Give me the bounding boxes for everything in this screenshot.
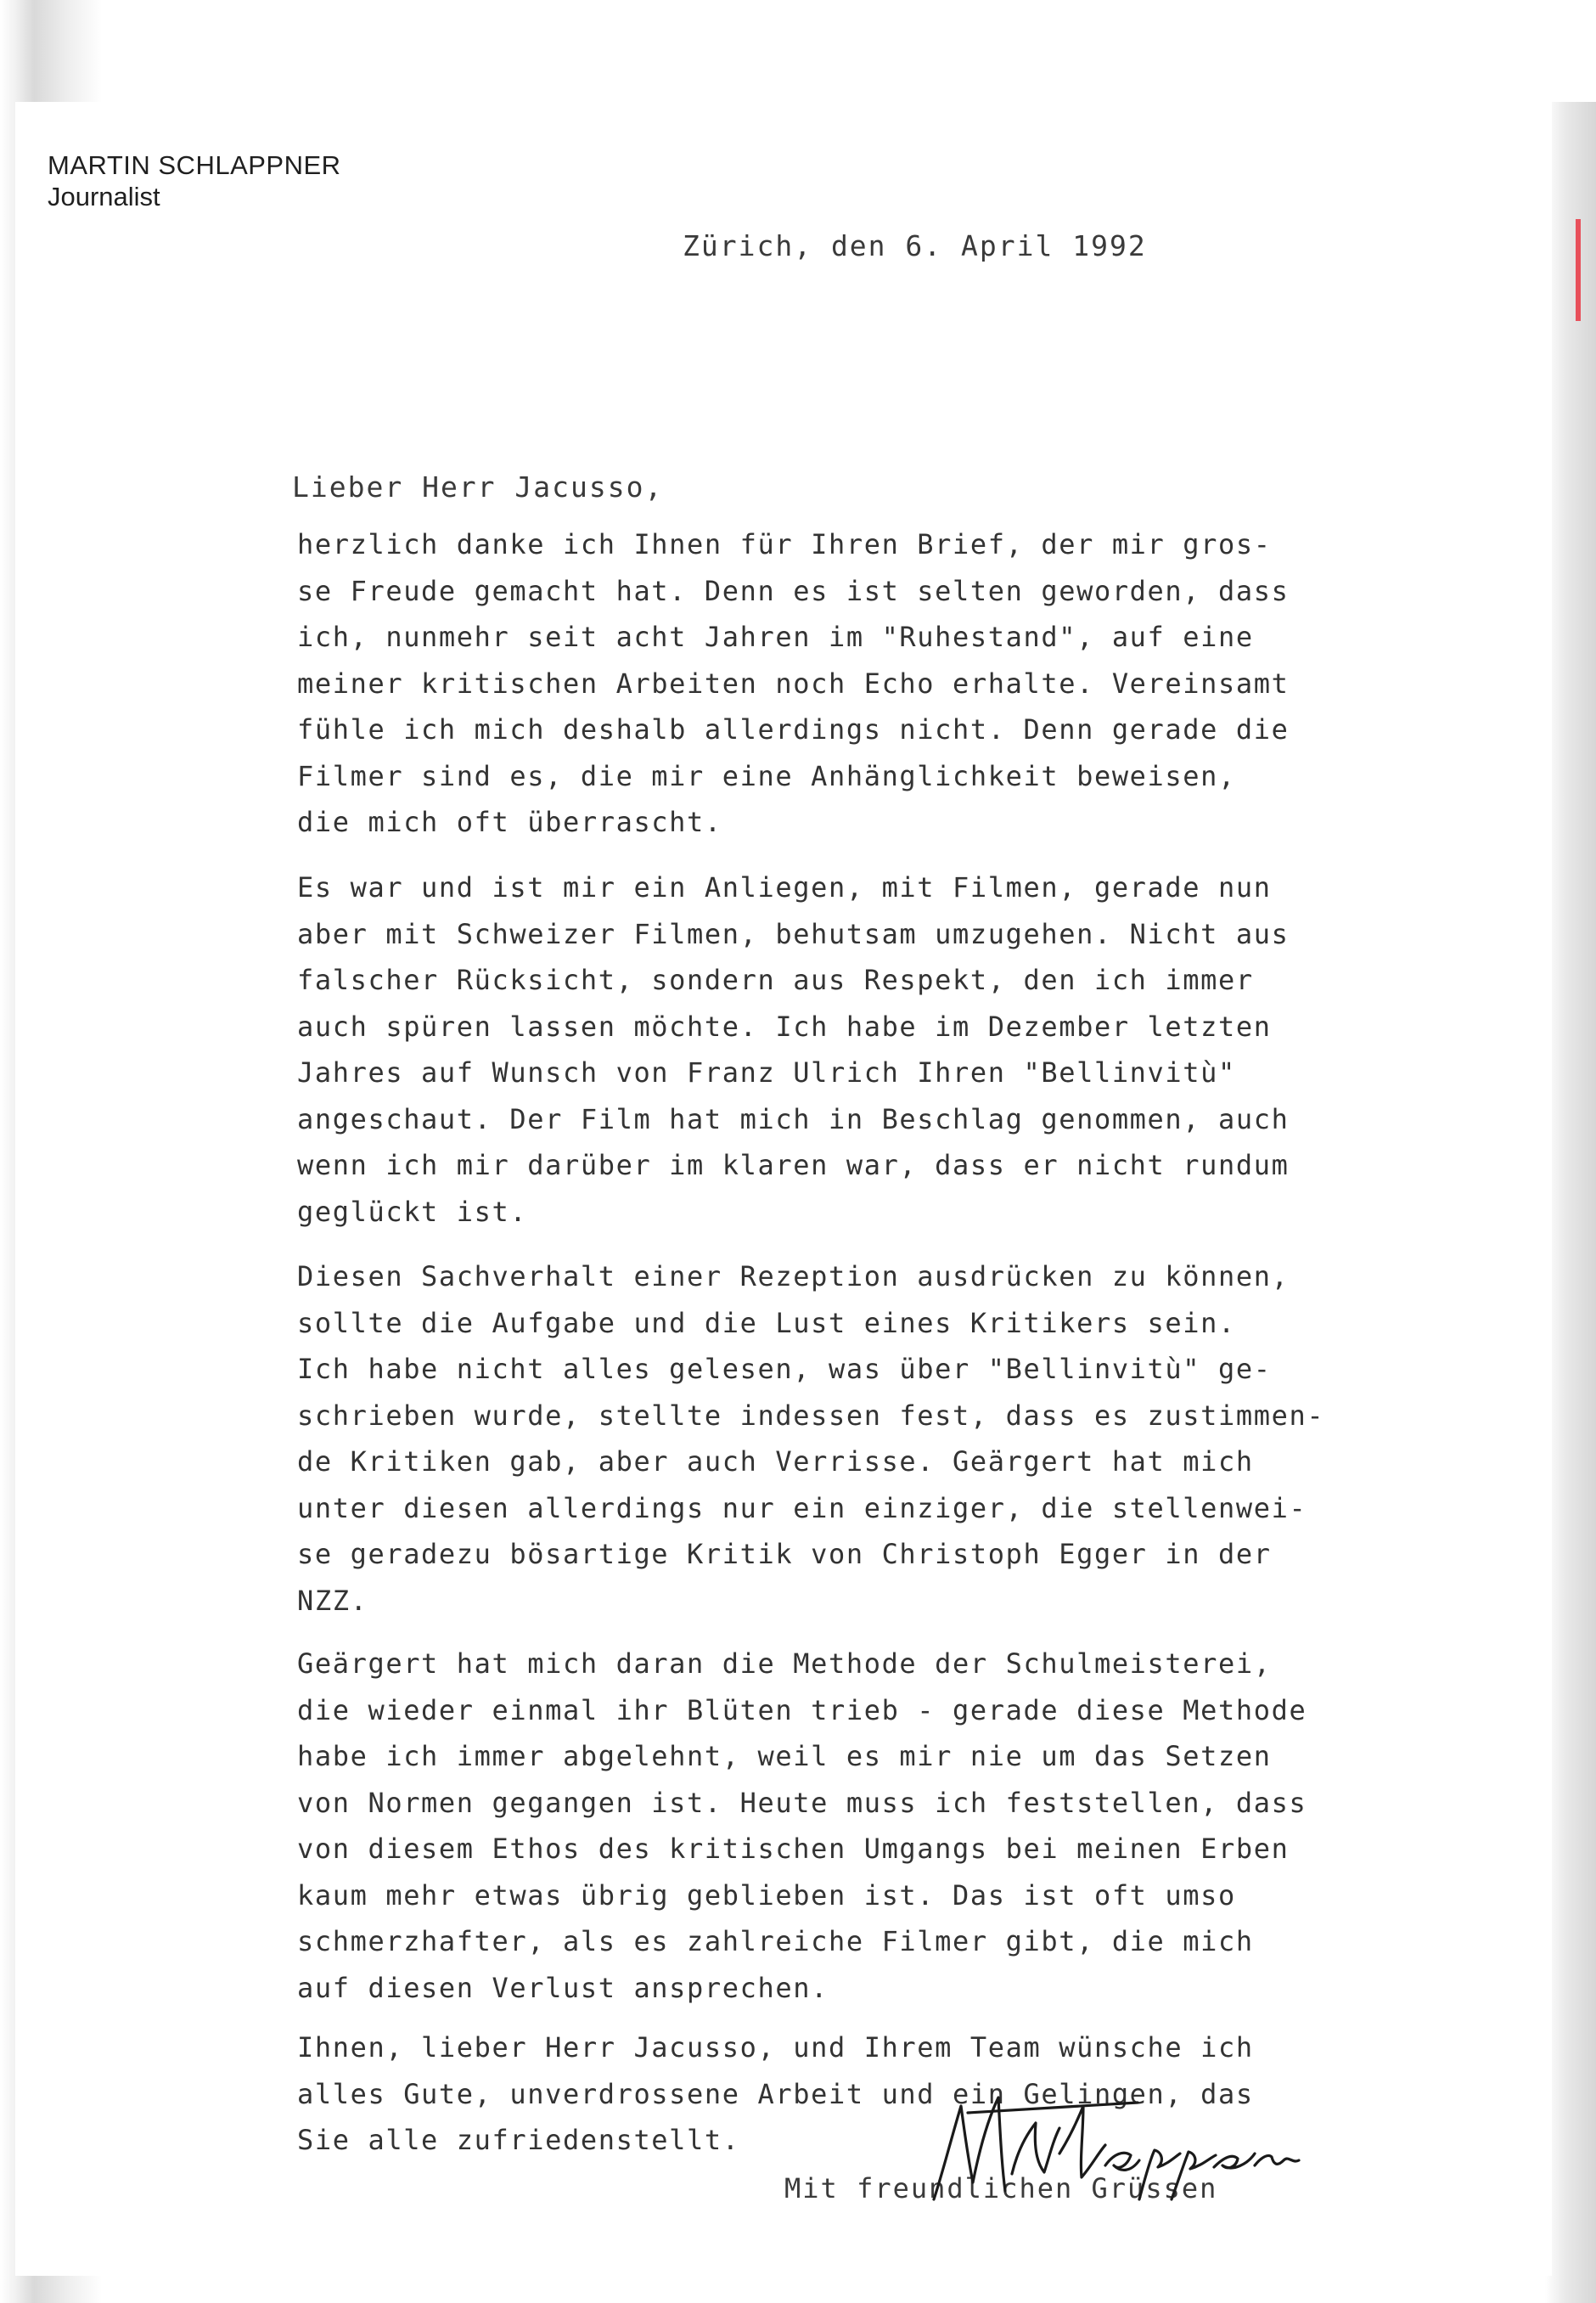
handwritten-signature — [917, 2072, 1324, 2208]
sender-title: Journalist — [48, 182, 160, 211]
page-edge — [1545, 102, 1596, 2303]
closing-line: Mit freundlichen Grüssen — [784, 2172, 1218, 2204]
page-tab-marker — [1576, 219, 1581, 321]
body-paragraph: Es war und ist mir ein Anliegen, mit Filmen, gerade nun aber mit Schweizer Filmen, behutsam umzugehen. Nicht aus falscher Rücksicht, sondern aus Respekt, den ich immer auch spüren lassen möchte. Ich habe im Dezember letzten Jahres auf Wunsch von Franz Ulrich Ihren "Bellinvitù" angeschaut. Der Film hat mich in Beschlag genommen, auch wenn ich mir darüber im klaren war, dass er nicht rundum geglückt ist. — [297, 871, 1290, 1228]
letterhead — [48, 149, 341, 212]
salutation: Lieber Herr Jacusso, — [292, 470, 664, 504]
body-paragraph: herzlich danke ich Ihnen für Ihren Brief, der mir gros- se Freude gemacht hat. Denn es ist selten geworden, dass ich, nunmehr seit acht Jahren im "Ruhestand", auf eine meiner kritischen Arbeiten noch Echo erhalte. Vereinsamt fühle ich mich deshalb allerdings nicht. Denn gerade die Filmer sind es, die mir eine Anhänglichkeit beweisen, die mich oft überrascht. — [297, 528, 1290, 838]
body-paragraph: Ihnen, lieber Herr Jacusso, und Ihrem Team wünsche ich alles Gute, unverdrossene Arbeit und ein Gelingen, das Sie alle zufriedenstellt. — [297, 2031, 1254, 2156]
place-date: Zürich, den 6. April 1992 — [683, 229, 1147, 262]
body-paragraph: Geärgert hat mich daran die Methode der Schulmeisterei, die wieder einmal ihr Blüten trieb - gerade diese Methode habe ich immer abgelehnt, weil es mir nie um das Setzen von Normen gegangen ist. Heute muss ich feststellen, dass von diesem Ethos des kritischen Umgangs bei meinen Erben kaum mehr etwas übrig geblieben ist. Das ist oft umso schmerzhafter, als es zahlreiche Filmer gibt, die mich auf diesen Verlust ansprechen. — [297, 1647, 1307, 2004]
sender-name: MARTIN SCHLAPPNER — [48, 150, 341, 180]
body-paragraph: Diesen Sachverhalt einer Rezeption ausdrücken zu können, sollte die Aufgabe und die Lust eines Kritikers sein. Ich habe nicht alles gelesen, was über "Bellinvitù" ge- schrieben wurde, stellte indessen fest, dass es zustimmen- de Kritiken gab, aber auch Verrisse. Geärgert hat mich unter diesen allerdings nur ein einziger, die stellenwei- se geradezu bösartige Kritik von Christoph Egger in der NZZ. — [297, 1260, 1325, 1617]
